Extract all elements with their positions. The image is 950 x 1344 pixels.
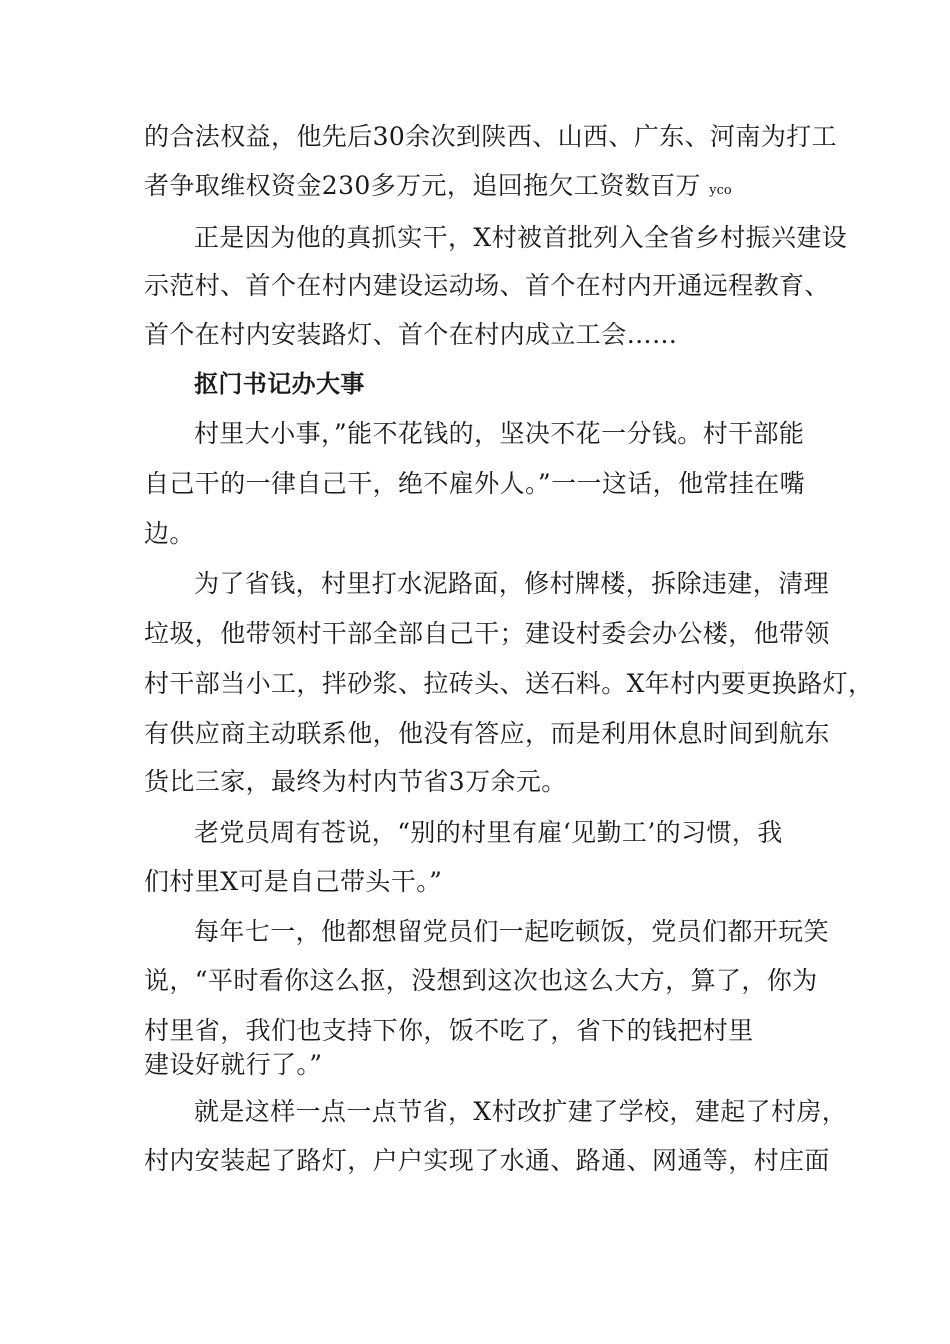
text-line-5: 首个在村内安装路灯、首个在村内成立工会…… [144, 320, 678, 349]
text-line-2 [144, 170, 732, 207]
text-line-20: 建设好就行了。” [144, 1050, 323, 1079]
text-line-22: 村内安装起了路灯，户户实现了水通、路通、网通等，村庄面 [144, 1146, 830, 1175]
section-heading: 抠门书记办大事 [194, 370, 365, 398]
text-line-3: 正是因为他的真抓实干，X村被首批列入全省乡村振兴建设 [194, 223, 848, 252]
text-line-15: 老党员周有苍说，“别的村里有雇‘见勤工’的习惯，我 [194, 818, 783, 847]
text-line-8: 自己干的一律自己干，绝不雇外人。”一一这话，他常挂在嘴 [144, 469, 806, 498]
text-line-11: 垃圾，他带领村干部全部自己干；建设村委会办公楼，他带领 [144, 619, 830, 648]
text-line-10: 为了省钱，村里打水泥路面，修村牌楼，拆除违建，清理 [194, 569, 830, 598]
text-line-7: 村里大小事，”能不花钱的，坚决不花一分钱。村干部能 [194, 419, 805, 448]
text-line-13: 有供应商主动联系他，他没有答应，而是利用休息时间到航东 [144, 719, 830, 748]
text-line-16: 们村里X可是自己带头干。” [144, 867, 443, 896]
text-line-1: 的合法权益，他先后30余次到陕西、山西、广东、河南为打工 [144, 122, 838, 151]
text-line-21: 就是这样一点一点节省，X村改扩建了学校，建起了村房， [194, 1097, 848, 1126]
text-line-2-suffix: yco [709, 183, 732, 198]
text-line-19: 村里省，我们也支持下你，饭不吃了，省下的钱把村里 [144, 1016, 754, 1045]
text-line-14: 货比三家，最终为村内节省3万余元。 [144, 767, 567, 796]
text-line-12: 村干部当小工，拌砂浆、拉砖头、送石料。X年村内要更换路灯， [144, 669, 874, 698]
text-line-18: 说，“平时看你这么抠，没想到这次也这么大方，算了，你为 [144, 966, 818, 995]
text-line-9: 边。 [144, 519, 195, 548]
text-line-4: 示范村、首个在村内建设运动场、首个在村内开通远程教育、 [144, 271, 830, 300]
text-line-17: 每年七一，他都想留党员们一起吃顿饭，党员们都开玩笑 [194, 917, 830, 946]
text-line-2-main: 者争取维权资金230多万元，追回拖欠工资数百万 [144, 171, 701, 200]
